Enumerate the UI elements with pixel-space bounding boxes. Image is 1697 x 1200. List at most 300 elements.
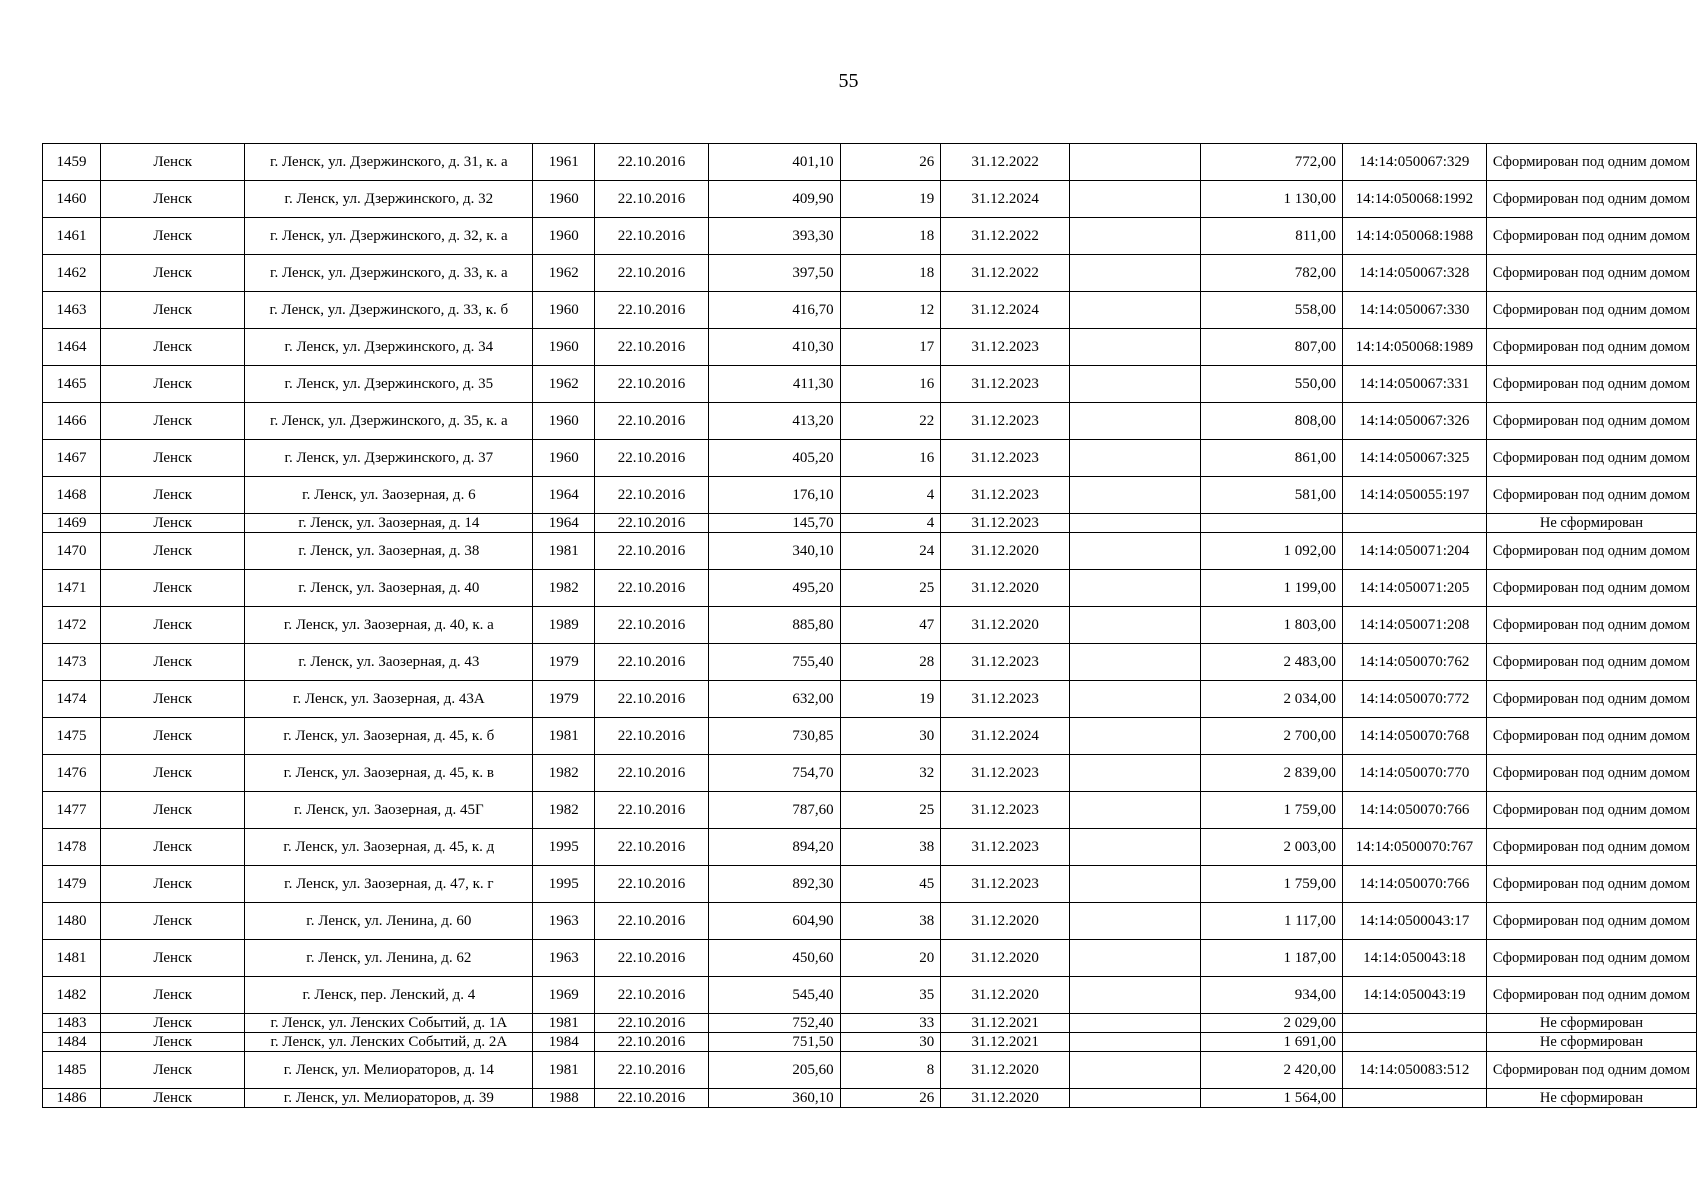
address-cell: г. Ленск, ул. Дзержинского, д. 34 (245, 329, 533, 366)
area-cell: 416,70 (708, 292, 840, 329)
status-cell: Сформирован под одним домом (1486, 403, 1696, 440)
city-cell: Ленск (100, 866, 245, 903)
city-cell: Ленск (100, 570, 245, 607)
cadastre-number-cell (1342, 1089, 1486, 1108)
empty-cell (1069, 366, 1200, 403)
address-cell: г. Ленск, ул. Заозерная, д. 6 (245, 477, 533, 514)
year-cell: 1982 (533, 755, 595, 792)
status-cell: Не сформирован (1486, 1014, 1696, 1033)
cadastre-number-cell: 14:14:050055:197 (1342, 477, 1486, 514)
land-area-cell: 581,00 (1201, 477, 1343, 514)
date-cell: 22.10.2016 (595, 866, 709, 903)
area-cell: 754,70 (708, 755, 840, 792)
area-cell: 410,30 (708, 329, 840, 366)
land-area-cell: 2 029,00 (1201, 1014, 1343, 1033)
residents-cell: 18 (840, 218, 941, 255)
row-number-cell: 1469 (43, 514, 101, 533)
date-cell: 22.10.2016 (595, 181, 709, 218)
deadline-cell: 31.12.2023 (941, 440, 1070, 477)
address-cell: г. Ленск, ул. Заозерная, д. 45, к. в (245, 755, 533, 792)
housing-registry-table (42, 143, 1697, 1108)
city-cell: Ленск (100, 829, 245, 866)
table-row (43, 218, 1697, 255)
residents-cell: 35 (840, 977, 941, 1014)
deadline-cell: 31.12.2023 (941, 829, 1070, 866)
residents-cell: 45 (840, 866, 941, 903)
status-cell: Не сформирован (1486, 514, 1696, 533)
year-cell: 1988 (533, 1089, 595, 1108)
table-body (43, 144, 1697, 1108)
row-number-cell: 1462 (43, 255, 101, 292)
address-cell: г. Ленск, ул. Дзержинского, д. 35 (245, 366, 533, 403)
address-cell: г. Ленск, ул. Заозерная, д. 45Г (245, 792, 533, 829)
area-cell: 360,10 (708, 1089, 840, 1108)
date-cell: 22.10.2016 (595, 977, 709, 1014)
empty-cell (1069, 681, 1200, 718)
cadastre-number-cell: 14:14:050067:328 (1342, 255, 1486, 292)
address-cell: г. Ленск, ул. Заозерная, д. 47, к. г (245, 866, 533, 903)
deadline-cell: 31.12.2021 (941, 1033, 1070, 1052)
city-cell: Ленск (100, 329, 245, 366)
residents-cell: 4 (840, 477, 941, 514)
table-row (43, 1052, 1697, 1089)
cadastre-number-cell: 14:14:050071:205 (1342, 570, 1486, 607)
row-number-cell: 1479 (43, 866, 101, 903)
address-cell: г. Ленск, ул. Дзержинского, д. 32, к. а (245, 218, 533, 255)
empty-cell (1069, 755, 1200, 792)
year-cell: 1981 (533, 1052, 595, 1089)
deadline-cell: 31.12.2020 (941, 570, 1070, 607)
area-cell: 787,60 (708, 792, 840, 829)
year-cell: 1963 (533, 940, 595, 977)
land-area-cell: 1 759,00 (1201, 866, 1343, 903)
area-cell: 894,20 (708, 829, 840, 866)
city-cell: Ленск (100, 681, 245, 718)
row-number-cell: 1478 (43, 829, 101, 866)
status-cell: Не сформирован (1486, 1089, 1696, 1108)
city-cell: Ленск (100, 403, 245, 440)
row-number-cell: 1472 (43, 607, 101, 644)
table-row (43, 718, 1697, 755)
area-cell: 397,50 (708, 255, 840, 292)
city-cell: Ленск (100, 533, 245, 570)
address-cell: г. Ленск, ул. Заозерная, д. 45, к. д (245, 829, 533, 866)
year-cell: 1969 (533, 977, 595, 1014)
empty-cell (1069, 644, 1200, 681)
status-cell: Сформирован под одним домом (1486, 977, 1696, 1014)
residents-cell: 33 (840, 1014, 941, 1033)
address-cell: г. Ленск, пер. Ленский, д. 4 (245, 977, 533, 1014)
table-row (43, 440, 1697, 477)
land-area-cell: 772,00 (1201, 144, 1343, 181)
cadastre-number-cell: 14:14:050070:768 (1342, 718, 1486, 755)
cadastre-number-cell: 14:14:050067:329 (1342, 144, 1486, 181)
land-area-cell: 1 691,00 (1201, 1033, 1343, 1052)
empty-cell (1069, 440, 1200, 477)
address-cell: г. Ленск, ул. Заозерная, д. 43 (245, 644, 533, 681)
cadastre-number-cell: 14:14:050071:208 (1342, 607, 1486, 644)
residents-cell: 18 (840, 255, 941, 292)
residents-cell: 19 (840, 681, 941, 718)
year-cell: 1960 (533, 292, 595, 329)
status-cell: Сформирован под одним домом (1486, 292, 1696, 329)
residents-cell: 47 (840, 607, 941, 644)
date-cell: 22.10.2016 (595, 440, 709, 477)
row-number-cell: 1470 (43, 533, 101, 570)
cadastre-number-cell: 14:14:050067:331 (1342, 366, 1486, 403)
table-row (43, 792, 1697, 829)
row-number-cell: 1461 (43, 218, 101, 255)
cadastre-number-cell: 14:14:050067:330 (1342, 292, 1486, 329)
cadastre-number-cell: 14:14:050068:1989 (1342, 329, 1486, 366)
deadline-cell: 31.12.2022 (941, 255, 1070, 292)
table-row (43, 644, 1697, 681)
table-row (43, 514, 1697, 533)
deadline-cell: 31.12.2023 (941, 329, 1070, 366)
date-cell: 22.10.2016 (595, 607, 709, 644)
cadastre-number-cell: 14:14:0500070:767 (1342, 829, 1486, 866)
date-cell: 22.10.2016 (595, 403, 709, 440)
deadline-cell: 31.12.2020 (941, 533, 1070, 570)
deadline-cell: 31.12.2020 (941, 1089, 1070, 1108)
date-cell: 22.10.2016 (595, 829, 709, 866)
address-cell: г. Ленск, ул. Заозерная, д. 14 (245, 514, 533, 533)
row-number-cell: 1460 (43, 181, 101, 218)
date-cell: 22.10.2016 (595, 755, 709, 792)
cadastre-number-cell: 14:14:050068:1988 (1342, 218, 1486, 255)
land-area-cell: 2 420,00 (1201, 1052, 1343, 1089)
table-row (43, 366, 1697, 403)
land-area-cell: 1 803,00 (1201, 607, 1343, 644)
land-area-cell: 2 839,00 (1201, 755, 1343, 792)
city-cell: Ленск (100, 218, 245, 255)
table-row (43, 755, 1697, 792)
date-cell: 22.10.2016 (595, 1089, 709, 1108)
empty-cell (1069, 866, 1200, 903)
city-cell: Ленск (100, 792, 245, 829)
cadastre-number-cell: 14:14:050067:325 (1342, 440, 1486, 477)
city-cell: Ленск (100, 903, 245, 940)
city-cell: Ленск (100, 440, 245, 477)
year-cell: 1960 (533, 218, 595, 255)
table-row (43, 903, 1697, 940)
land-area-cell: 2 700,00 (1201, 718, 1343, 755)
date-cell: 22.10.2016 (595, 514, 709, 533)
address-cell: г. Ленск, ул. Заозерная, д. 40, к. а (245, 607, 533, 644)
address-cell: г. Ленск, ул. Дзержинского, д. 31, к. а (245, 144, 533, 181)
empty-cell (1069, 718, 1200, 755)
year-cell: 1982 (533, 792, 595, 829)
year-cell: 1962 (533, 255, 595, 292)
status-cell: Сформирован под одним домом (1486, 477, 1696, 514)
address-cell: г. Ленск, ул. Дзержинского, д. 33, к. а (245, 255, 533, 292)
city-cell: Ленск (100, 1089, 245, 1108)
area-cell: 604,90 (708, 903, 840, 940)
area-cell: 892,30 (708, 866, 840, 903)
date-cell: 22.10.2016 (595, 940, 709, 977)
city-cell: Ленск (100, 181, 245, 218)
cadastre-number-cell: 14:14:050070:766 (1342, 792, 1486, 829)
land-area-cell: 782,00 (1201, 255, 1343, 292)
residents-cell: 16 (840, 366, 941, 403)
year-cell: 1995 (533, 866, 595, 903)
city-cell: Ленск (100, 144, 245, 181)
status-cell: Сформирован под одним домом (1486, 533, 1696, 570)
deadline-cell: 31.12.2023 (941, 681, 1070, 718)
status-cell: Сформирован под одним домом (1486, 144, 1696, 181)
city-cell: Ленск (100, 292, 245, 329)
residents-cell: 30 (840, 718, 941, 755)
city-cell: Ленск (100, 940, 245, 977)
status-cell: Сформирован под одним домом (1486, 255, 1696, 292)
residents-cell: 38 (840, 829, 941, 866)
deadline-cell: 31.12.2020 (941, 607, 1070, 644)
address-cell: г. Ленск, ул. Заозерная, д. 43А (245, 681, 533, 718)
empty-cell (1069, 144, 1200, 181)
address-cell: г. Ленск, ул. Мелиораторов, д. 14 (245, 1052, 533, 1089)
address-cell: г. Ленск, ул. Дзержинского, д. 35, к. а (245, 403, 533, 440)
cadastre-number-cell (1342, 1033, 1486, 1052)
empty-cell (1069, 607, 1200, 644)
residents-cell: 8 (840, 1052, 941, 1089)
area-cell: 411,30 (708, 366, 840, 403)
empty-cell (1069, 255, 1200, 292)
page-number: 55 (838, 70, 859, 92)
city-cell: Ленск (100, 644, 245, 681)
table-row (43, 403, 1697, 440)
empty-cell (1069, 218, 1200, 255)
table-row (43, 977, 1697, 1014)
year-cell: 1979 (533, 681, 595, 718)
area-cell: 450,60 (708, 940, 840, 977)
deadline-cell: 31.12.2023 (941, 792, 1070, 829)
year-cell: 1981 (533, 533, 595, 570)
date-cell: 22.10.2016 (595, 718, 709, 755)
residents-cell: 25 (840, 570, 941, 607)
cadastre-number-cell: 14:14:0500043:17 (1342, 903, 1486, 940)
date-cell: 22.10.2016 (595, 218, 709, 255)
residents-cell: 4 (840, 514, 941, 533)
deadline-cell: 31.12.2023 (941, 403, 1070, 440)
cadastre-number-cell: 14:14:050071:204 (1342, 533, 1486, 570)
land-area-cell (1201, 514, 1343, 533)
area-cell: 405,20 (708, 440, 840, 477)
date-cell: 22.10.2016 (595, 533, 709, 570)
status-cell: Сформирован под одним домом (1486, 1052, 1696, 1089)
status-cell: Сформирован под одним домом (1486, 440, 1696, 477)
cadastre-number-cell: 14:14:050043:18 (1342, 940, 1486, 977)
year-cell: 1984 (533, 1033, 595, 1052)
cadastre-number-cell: 14:14:050070:762 (1342, 644, 1486, 681)
residents-cell: 25 (840, 792, 941, 829)
area-cell: 755,40 (708, 644, 840, 681)
status-cell: Сформирован под одним домом (1486, 607, 1696, 644)
empty-cell (1069, 292, 1200, 329)
cadastre-number-cell: 14:14:050043:19 (1342, 977, 1486, 1014)
address-cell: г. Ленск, ул. Заозерная, д. 40 (245, 570, 533, 607)
city-cell: Ленск (100, 1052, 245, 1089)
deadline-cell: 31.12.2020 (941, 903, 1070, 940)
deadline-cell: 31.12.2023 (941, 644, 1070, 681)
row-number-cell: 1476 (43, 755, 101, 792)
year-cell: 1981 (533, 718, 595, 755)
year-cell: 1989 (533, 607, 595, 644)
row-number-cell: 1473 (43, 644, 101, 681)
status-cell: Сформирован под одним домом (1486, 181, 1696, 218)
area-cell: 632,00 (708, 681, 840, 718)
table-row (43, 866, 1697, 903)
empty-cell (1069, 329, 1200, 366)
row-number-cell: 1482 (43, 977, 101, 1014)
land-area-cell: 1 092,00 (1201, 533, 1343, 570)
area-cell: 401,10 (708, 144, 840, 181)
row-number-cell: 1468 (43, 477, 101, 514)
row-number-cell: 1464 (43, 329, 101, 366)
status-cell: Сформирован под одним домом (1486, 644, 1696, 681)
city-cell: Ленск (100, 255, 245, 292)
land-area-cell: 1 187,00 (1201, 940, 1343, 977)
date-cell: 22.10.2016 (595, 1033, 709, 1052)
deadline-cell: 31.12.2023 (941, 366, 1070, 403)
empty-cell (1069, 1052, 1200, 1089)
residents-cell: 28 (840, 644, 941, 681)
city-cell: Ленск (100, 366, 245, 403)
empty-cell (1069, 1089, 1200, 1108)
residents-cell: 16 (840, 440, 941, 477)
row-number-cell: 1484 (43, 1033, 101, 1052)
land-area-cell: 934,00 (1201, 977, 1343, 1014)
table-row (43, 1033, 1697, 1052)
status-cell: Сформирован под одним домом (1486, 570, 1696, 607)
row-number-cell: 1459 (43, 144, 101, 181)
table-row (43, 1089, 1697, 1108)
land-area-cell: 1 199,00 (1201, 570, 1343, 607)
status-cell: Сформирован под одним домом (1486, 866, 1696, 903)
empty-cell (1069, 514, 1200, 533)
residents-cell: 22 (840, 403, 941, 440)
address-cell: г. Ленск, ул. Мелиораторов, д. 39 (245, 1089, 533, 1108)
table-row (43, 681, 1697, 718)
empty-cell (1069, 1014, 1200, 1033)
city-cell: Ленск (100, 607, 245, 644)
address-cell: г. Ленск, ул. Дзержинского, д. 33, к. б (245, 292, 533, 329)
city-cell: Ленск (100, 514, 245, 533)
residents-cell: 17 (840, 329, 941, 366)
table-row (43, 1014, 1697, 1033)
row-number-cell: 1471 (43, 570, 101, 607)
date-cell: 22.10.2016 (595, 570, 709, 607)
date-cell: 22.10.2016 (595, 477, 709, 514)
row-number-cell: 1485 (43, 1052, 101, 1089)
table-row (43, 255, 1697, 292)
area-cell: 752,40 (708, 1014, 840, 1033)
row-number-cell: 1477 (43, 792, 101, 829)
residents-cell: 19 (840, 181, 941, 218)
residents-cell: 32 (840, 755, 941, 792)
deadline-cell: 31.12.2020 (941, 1052, 1070, 1089)
year-cell: 1963 (533, 903, 595, 940)
area-cell: 393,30 (708, 218, 840, 255)
year-cell: 1995 (533, 829, 595, 866)
land-area-cell: 550,00 (1201, 366, 1343, 403)
table-row (43, 477, 1697, 514)
land-area-cell: 861,00 (1201, 440, 1343, 477)
cadastre-number-cell (1342, 1014, 1486, 1033)
land-area-cell: 2 003,00 (1201, 829, 1343, 866)
cadastre-number-cell: 14:14:050070:766 (1342, 866, 1486, 903)
table-row (43, 144, 1697, 181)
land-area-cell: 1 759,00 (1201, 792, 1343, 829)
residents-cell: 30 (840, 1033, 941, 1052)
city-cell: Ленск (100, 1033, 245, 1052)
area-cell: 145,70 (708, 514, 840, 533)
date-cell: 22.10.2016 (595, 644, 709, 681)
row-number-cell: 1465 (43, 366, 101, 403)
residents-cell: 26 (840, 144, 941, 181)
city-cell: Ленск (100, 1014, 245, 1033)
row-number-cell: 1474 (43, 681, 101, 718)
date-cell: 22.10.2016 (595, 792, 709, 829)
address-cell: г. Ленск, ул. Ленских Событий, д. 1А (245, 1014, 533, 1033)
land-area-cell: 1 117,00 (1201, 903, 1343, 940)
row-number-cell: 1486 (43, 1089, 101, 1108)
empty-cell (1069, 533, 1200, 570)
city-cell: Ленск (100, 977, 245, 1014)
land-area-cell: 2 483,00 (1201, 644, 1343, 681)
date-cell: 22.10.2016 (595, 144, 709, 181)
year-cell: 1979 (533, 644, 595, 681)
row-number-cell: 1480 (43, 903, 101, 940)
date-cell: 22.10.2016 (595, 329, 709, 366)
year-cell: 1960 (533, 181, 595, 218)
year-cell: 1960 (533, 329, 595, 366)
status-cell: Сформирован под одним домом (1486, 681, 1696, 718)
deadline-cell: 31.12.2020 (941, 977, 1070, 1014)
residents-cell: 26 (840, 1089, 941, 1108)
deadline-cell: 31.12.2022 (941, 218, 1070, 255)
year-cell: 1964 (533, 477, 595, 514)
deadline-cell: 31.12.2023 (941, 866, 1070, 903)
residents-cell: 12 (840, 292, 941, 329)
status-cell: Сформирован под одним домом (1486, 792, 1696, 829)
table-row (43, 292, 1697, 329)
deadline-cell: 31.12.2024 (941, 181, 1070, 218)
area-cell: 545,40 (708, 977, 840, 1014)
status-cell: Сформирован под одним домом (1486, 218, 1696, 255)
status-cell: Сформирован под одним домом (1486, 718, 1696, 755)
date-cell: 22.10.2016 (595, 1052, 709, 1089)
address-cell: г. Ленск, ул. Дзержинского, д. 37 (245, 440, 533, 477)
year-cell: 1981 (533, 1014, 595, 1033)
area-cell: 340,10 (708, 533, 840, 570)
deadline-cell: 31.12.2023 (941, 755, 1070, 792)
deadline-cell: 31.12.2024 (941, 718, 1070, 755)
empty-cell (1069, 792, 1200, 829)
city-cell: Ленск (100, 718, 245, 755)
table-row (43, 940, 1697, 977)
year-cell: 1961 (533, 144, 595, 181)
year-cell: 1960 (533, 440, 595, 477)
table-row (43, 533, 1697, 570)
deadline-cell: 31.12.2022 (941, 144, 1070, 181)
area-cell: 495,20 (708, 570, 840, 607)
residents-cell: 20 (840, 940, 941, 977)
area-cell: 205,60 (708, 1052, 840, 1089)
address-cell: г. Ленск, ул. Заозерная, д. 38 (245, 533, 533, 570)
deadline-cell: 31.12.2021 (941, 1014, 1070, 1033)
table-row (43, 329, 1697, 366)
year-cell: 1964 (533, 514, 595, 533)
